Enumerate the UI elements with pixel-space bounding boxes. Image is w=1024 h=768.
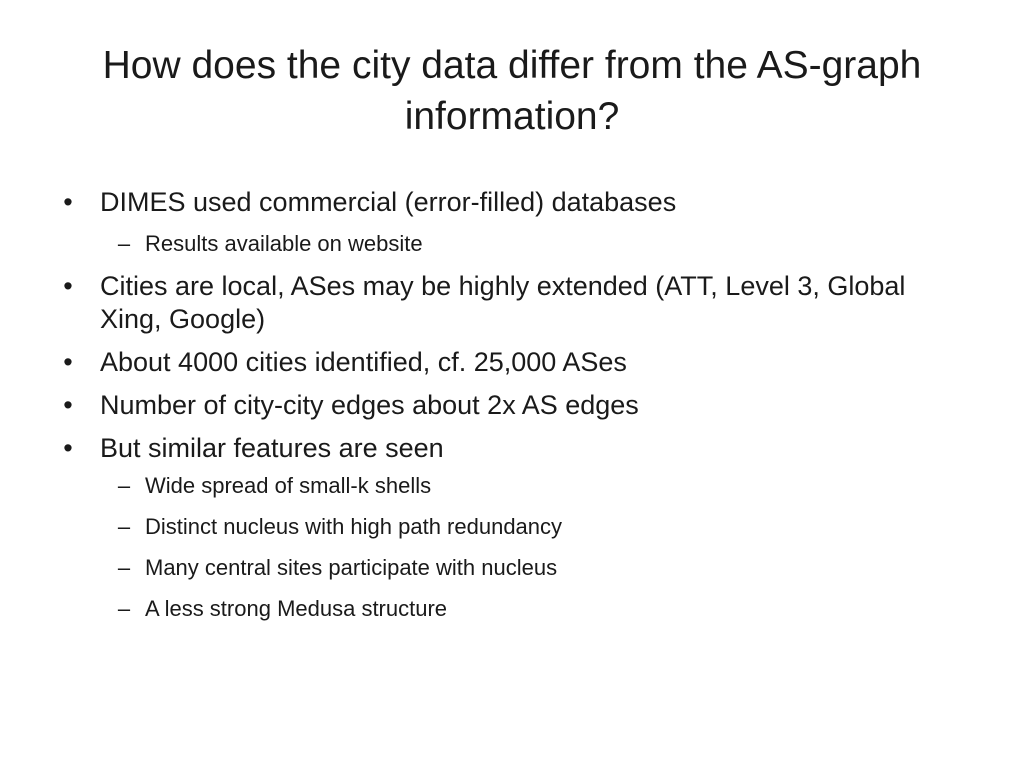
bullet-marker: • bbox=[63, 187, 73, 217]
bullet-item bbox=[58, 186, 958, 219]
bullet-text: About 4000 cities identified, cf. 25,000 ASes bbox=[100, 347, 627, 377]
sub-bullet-marker: – bbox=[117, 596, 131, 621]
bullet-marker: • bbox=[63, 390, 73, 420]
sub-bullet-marker: – bbox=[117, 473, 131, 498]
bullet-marker: • bbox=[63, 347, 73, 377]
sub-bullet-marker: – bbox=[117, 555, 131, 580]
sub-bullet-item bbox=[58, 471, 958, 500]
bullet-text: DIMES used commercial (error-filled) databases bbox=[100, 187, 677, 217]
bullet-text: Number of city-city edges about 2x AS edges bbox=[100, 390, 639, 420]
sub-bullet-marker: – bbox=[117, 231, 131, 256]
sub-bullet-text: A less strong Medusa structure bbox=[145, 596, 448, 621]
sub-bullet-item bbox=[58, 553, 958, 582]
bullet-item bbox=[58, 389, 958, 422]
bullet-item bbox=[58, 432, 958, 465]
sub-bullet-item bbox=[58, 229, 958, 258]
sub-bullet-text: Results available on website bbox=[145, 231, 423, 256]
slide-title: How does the city data differ from the AS-graph information? bbox=[102, 44, 922, 138]
bullet-text: But similar features are seen bbox=[100, 433, 444, 463]
bullet-marker: • bbox=[63, 433, 73, 463]
bullet-text: Cities are local, ASes may be highly extended (ATT, Level 3, Global Xing, Google) bbox=[100, 271, 906, 334]
bullet-item bbox=[58, 270, 958, 336]
bullet-marker: • bbox=[63, 271, 73, 301]
sub-bullet-text: Wide spread of small-k shells bbox=[145, 473, 432, 498]
sub-bullet-text: Many central sites participate with nucleus bbox=[145, 555, 558, 580]
bullet-item bbox=[58, 346, 958, 379]
bullet-list bbox=[58, 186, 958, 635]
sub-bullet-text: Distinct nucleus with high path redundancy bbox=[145, 514, 563, 539]
sub-bullet-item bbox=[58, 594, 958, 623]
sub-bullet-marker: – bbox=[117, 514, 131, 539]
sub-bullet-item bbox=[58, 512, 958, 541]
